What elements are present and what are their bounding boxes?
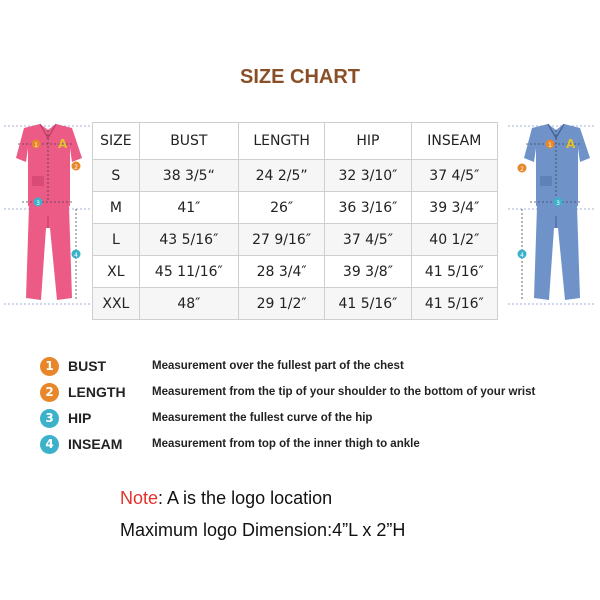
legend-term: LENGTH [68,384,126,400]
left-logo-marker: A [58,137,68,151]
left-scrubs-figure [2,118,94,318]
legend-description: Measurement the fullest curve of the hip [152,412,373,424]
table-cell: XXL [93,288,140,320]
table-header-row [93,123,498,160]
note-text: : A is the logo location [158,488,333,508]
table-row [93,288,498,320]
left-marker-1: 1 [34,142,38,149]
legend-term: HIP [68,410,92,426]
number-badge-icon: 2 [40,383,59,402]
table-cell: 37 4/5″ [325,224,411,256]
table-cell: 26″ [238,192,324,224]
table-row [93,256,498,288]
number-badge-icon: 3 [40,409,59,428]
header-inseam: INSEAM [411,123,497,160]
number-badge-icon: 1 [40,357,59,376]
table-cell: 45 11/16″ [139,256,238,288]
table-cell: L [93,224,140,256]
table-cell: 29 1/2″ [238,288,324,320]
table-cell: 24 2/5” [238,160,324,192]
right-marker-1: 1 [548,142,552,149]
number-badge-icon: 4 [40,435,59,454]
right-logo-marker: A [566,137,576,151]
left-marker-2: 2 [74,164,78,171]
right-scrubs-figure [506,118,598,318]
legend-item-inseam [40,434,600,460]
page-title: SIZE CHART [240,66,360,88]
table-cell: 43 5/16″ [139,224,238,256]
table-row [93,192,498,224]
table-cell: 41 5/16″ [411,256,497,288]
legend-description: Measurement from the tip of your shoulder to the bottom of your wrist [152,386,536,398]
legend-item-hip [40,408,600,434]
right-marker-3: 3 [556,200,560,207]
table-cell: 38 3/5“ [139,160,238,192]
table-cell: S [93,160,140,192]
note-label: Note [120,488,159,508]
right-marker-2: 2 [520,166,524,173]
header-length: LENGTH [238,123,324,160]
measurement-legend [40,356,600,460]
table-cell: 36 3/16″ [325,192,411,224]
table-cell: 39 3/8″ [325,256,411,288]
left-marker-3: 3 [36,200,40,207]
table-cell: 39 3/4″ [411,192,497,224]
left-marker-4: 4 [74,252,78,259]
table-cell: 32 3/10″ [325,160,411,192]
table-row [93,224,498,256]
legend-description: Measurement from top of the inner thigh to ankle [152,438,420,450]
table-cell: 40 1/2″ [411,224,497,256]
table-cell: 48″ [139,288,238,320]
legend-item-bust [40,356,600,382]
table-row [93,160,498,192]
table-cell: 41 5/16″ [325,288,411,320]
header-bust: BUST [139,123,238,160]
table-cell: 37 4/5″ [411,160,497,192]
table-cell: XL [93,256,140,288]
legend-item-length [40,382,600,408]
header-hip: HIP [325,123,411,160]
table-cell: 41″ [139,192,238,224]
right-marker-4: 4 [520,252,524,259]
header-size: SIZE [93,123,140,160]
legend-term: BUST [68,358,107,374]
table-cell: M [93,192,140,224]
size-chart-table [92,122,498,320]
table-cell: 41 5/16″ [411,288,497,320]
table-cell: 28 3/4″ [238,256,324,288]
logo-note [120,488,332,509]
legend-term: INSEAM [68,436,123,452]
legend-description: Measurement over the fullest part of the chest [152,360,404,372]
table-cell: 27 9/16″ [238,224,324,256]
logo-dimension: Maximum logo Dimension:4”L x 2”H [120,520,406,540]
